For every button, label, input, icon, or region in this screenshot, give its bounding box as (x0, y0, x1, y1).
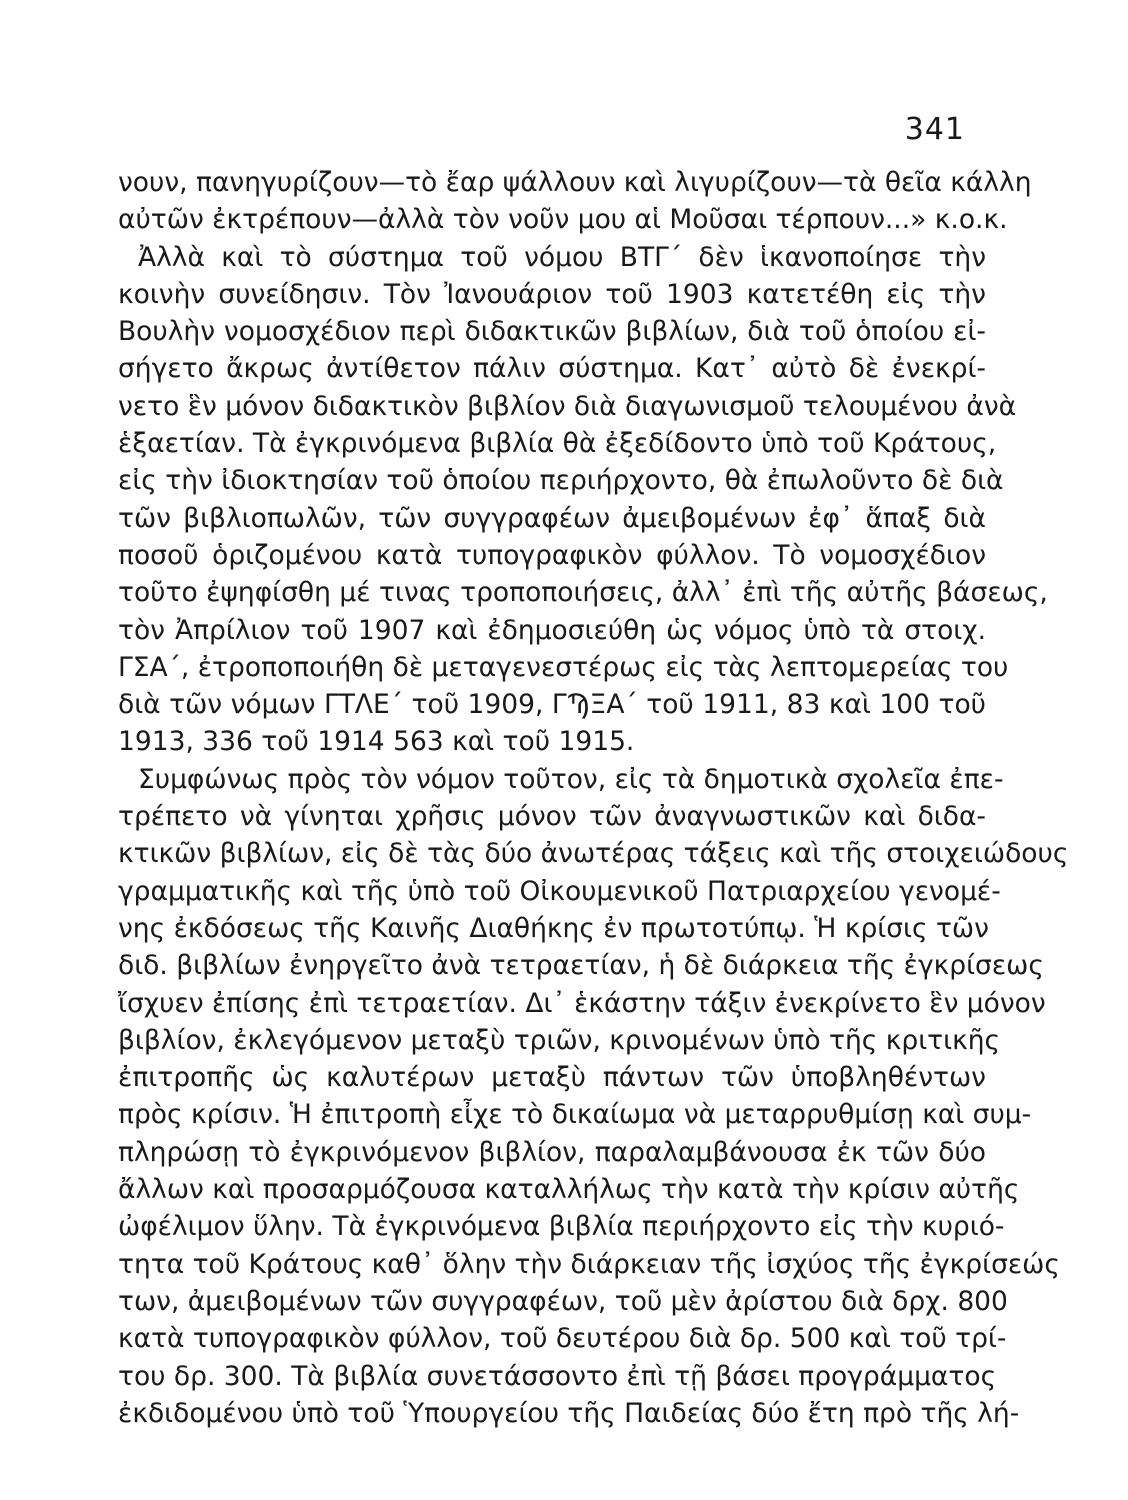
text-line: των, ἀμειβομένων τῶν συγγραφέων, τοῦ μὲν ἀρίστου διὰ δρχ. 800 (118, 1285, 1008, 1317)
text-line: τητα τοῦ Κράτους καθ᾽ ὅλην τὴν διάρκειαν τῆς ἰσχύος τῆς ἐγκρίσεώς (118, 1248, 1060, 1280)
text-line: ἄλλων καὶ προσαρμόζουσα καταλλήλως τὴν κατὰ τὴν κρίσιν αὐτῆς (118, 1174, 1020, 1206)
text-line: πληρώσῃ τὸ ἐγκρινόμενον βιβλίον, παραλαμβάνουσα ἐκ τῶν δύο (118, 1136, 986, 1168)
text-line: του δρ. 300. Τὰ βιβλία συνετάσσοντο ἐπὶ τῇ βάσει προγράμματος (118, 1360, 997, 1392)
text-line: 1913, 336 τοῦ 1914 563 καὶ τοῦ 1915. (118, 726, 635, 758)
text-line: διὰ τῶν νόμων ΓΤΛΕ΄ τοῦ 1909, ΓϠΞΑ΄ τοῦ 1911, 83 καὶ 100 τοῦ (118, 689, 986, 721)
page-number: 341 (904, 112, 965, 147)
text-line: νης ἐκδόσεως τῆς Καινῆς Διαθήκης ἐν πρωτοτύπῳ. Ἡ κρίσις τῶν (118, 912, 989, 944)
text-line: κατὰ τυπογραφικὸν φύλλον, τοῦ δευτέρου διὰ δρ. 500 καὶ τοῦ τρί- (118, 1323, 1007, 1355)
text-line: ΓΣΑ΄, ἐτροποποιήθη δὲ μεταγενεστέρως εἰς τὰς λεπτομερείας του (118, 651, 1009, 683)
text-line: Ἀλλὰ καὶ τὸ σύστημα τοῦ νόμου ΒΤΓ΄ δὲν ἱκανοποίησε τὴν (138, 241, 986, 273)
text-line: Συμφώνως πρὸς τὸν νόμον τοῦτον, εἰς τὰ δημοτικὰ σχολεῖα ἐπε- (138, 763, 1004, 795)
text-line: κτικῶν βιβλίων, εἰς δὲ τὰς δύο ἀνωτέρας τάξεις καὶ τῆς στοιχειώδους (118, 838, 1069, 870)
text-line: τὸν Ἀπρίλιον τοῦ 1907 καὶ ἐδημοσιεύθη ὡς νόμος ὑπὸ τὰ στοιχ. (118, 614, 986, 646)
text-line: ἐπιτροπῆς ὡς καλυτέρων μεταξὺ πάντων τῶν ὑποβληθέντων (118, 1062, 986, 1094)
body-text (118, 164, 1069, 1432)
text-line: νετο ἓν μόνον διδακτικὸν βιβλίον διὰ διαγωνισμοῦ τελουμένου ἀνὰ (118, 390, 1017, 422)
text-line: ἐκδιδομένου ὑπὸ τοῦ Ὑπουργείου τῆς Παιδείας δύο ἔτη πρὸ τῆς λή- (118, 1397, 1020, 1429)
text-line: ἴσχυεν ἐπίσης ἐπὶ τετραετίαν. Δι᾽ ἑκάστην τάξιν ἐνεκρίνετο ἓν μόνον (118, 987, 1046, 1019)
text-line: τοῦτο ἐψηφίσθη μέ τινας τροποποιήσεις, ἀλλ᾽ ἐπὶ τῆς αὐτῆς βάσεως, (118, 577, 1048, 609)
text-line: γραμματικῆς καὶ τῆς ὑπὸ τοῦ Οἰκουμενικοῦ Πατριαρχείου γενομέ- (118, 875, 1001, 907)
text-line: εἰς τὴν ἰδιοκτησίαν τοῦ ὁποίου περιήρχοντο, θὰ ἐπωλοῦντο δὲ διὰ (118, 465, 1004, 497)
text-line: Βουλὴν νομοσχέδιον περὶ διδακτικῶν βιβλίων, διὰ τοῦ ὁποίου εἰ- (118, 316, 986, 348)
text-line: ποσοῦ ὁριζομένου κατὰ τυπογραφικὸν φύλλον. Τὸ νομοσχέδιον (118, 539, 986, 571)
text-line: κοινὴν συνείδησιν. Τὸν Ἰανουάριον τοῦ 1903 κατετέθη εἰς τὴν (118, 278, 986, 310)
text-line: ἑξαετίαν. Τὰ ἐγκρινόμενα βιβλία θὰ ἐξεδίδοντο ὑπὸ τοῦ Κράτους, (118, 428, 997, 460)
text-line: σήγετο ἄκρως ἀντίθετον πάλιν σύστημα. Κατ᾽ αὐτὸ δὲ ἐνεκρί- (118, 353, 986, 385)
text-line: ὠφέλιμον ὕλην. Τὰ ἐγκρινόμενα βιβλία περιήρχοντο εἰς τὴν κυριό- (118, 1211, 1005, 1243)
text-line: βιβλίον, ἐκλεγόμενον μεταξὺ τριῶν, κρινομένων ὑπὸ τῆς κριτικῆς (118, 1024, 1001, 1056)
text-line: αὐτῶν ἐκτρέπουν—ἀλλὰ τὸν νοῦν μου αἱ Μοῦσαι τέρπουν...» κ.ο.κ. (118, 204, 1008, 236)
text-line: τῶν βιβλιοπωλῶν, τῶν συγγραφέων ἀμειβομένων ἐφ᾽ ἅπαξ διὰ (118, 502, 986, 534)
text-line: διδ. βιβλίων ἐνηργεῖτο ἀνὰ τετραετίαν, ἡ δὲ διάρκεια τῆς ἐγκρίσεως (118, 950, 1044, 982)
text-line: τρέπετο νὰ γίνηται χρῆσις μόνον τῶν ἀναγνωστικῶν καὶ διδα- (118, 801, 986, 833)
text-line: πρὸς κρίσιν. Ἡ ἐπιτροπὴ εἶχε τὸ δικαίωμα νὰ μεταρρυθμίσῃ καὶ συμ- (118, 1099, 1032, 1131)
text-line: νουν, πανηγυρίζουν—τὸ ἔαρ ψάλλουν καὶ λιγυρίζουν—τὰ θεῖα κάλλη (118, 167, 1032, 198)
